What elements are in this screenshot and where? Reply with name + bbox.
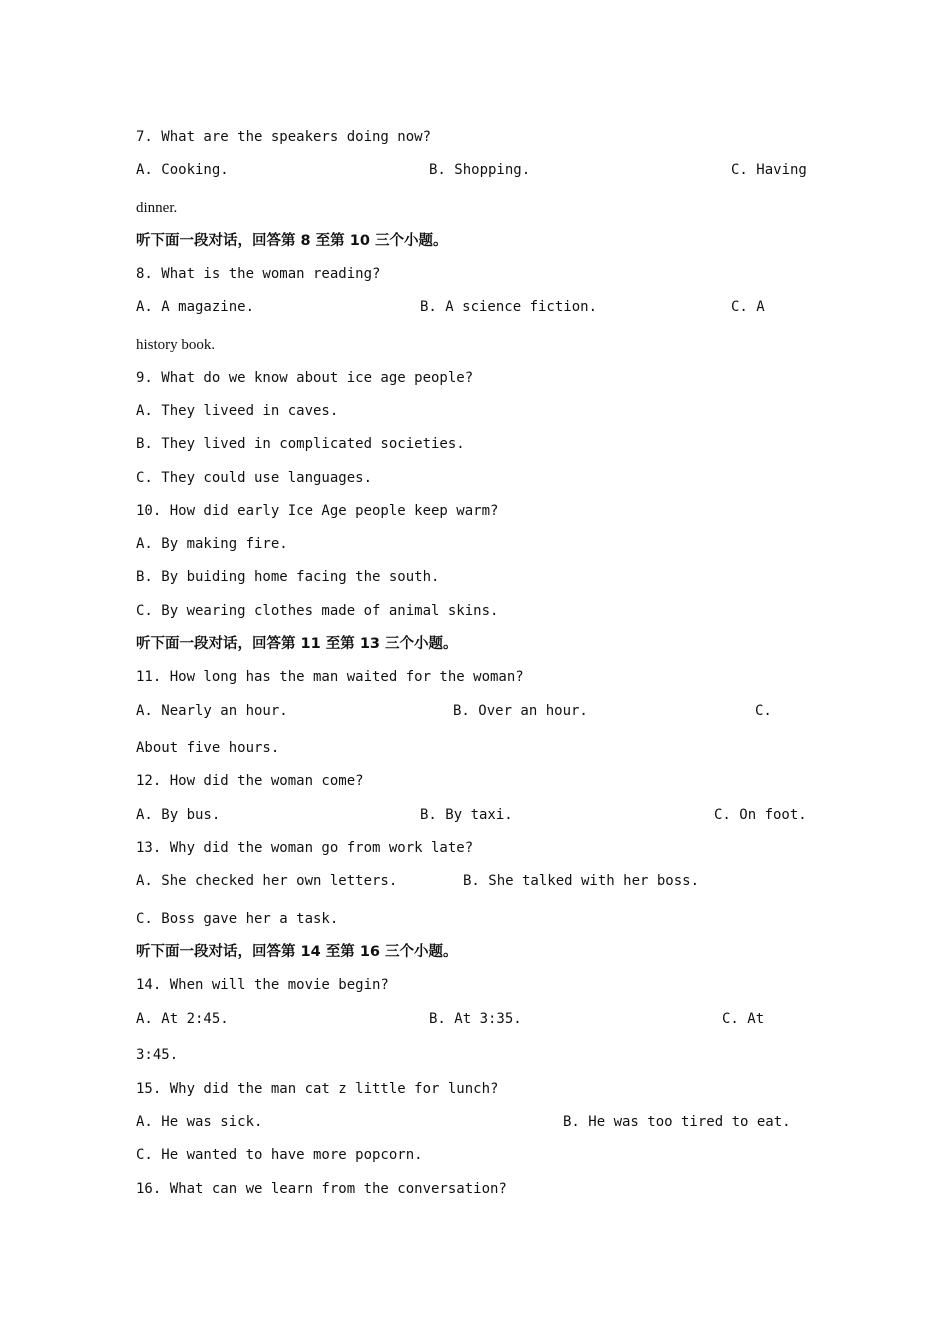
q11-option-a: A. Nearly an hour. bbox=[136, 703, 288, 719]
q9-option-b: B. They lived in complicated societies. bbox=[136, 436, 465, 452]
q13-option-b: B. She talked with her boss. bbox=[463, 873, 700, 889]
q14-option-c-continued: 3:45. bbox=[136, 1047, 179, 1063]
q14-option-a: A. At 2:45. bbox=[136, 1011, 229, 1027]
q12-option-a: A. By bus. bbox=[136, 807, 221, 823]
q11-option-b: B. Over an hour. bbox=[453, 703, 588, 719]
q14-option-b: B. At 3:35. bbox=[429, 1011, 522, 1027]
q12-option-c: C. On foot. bbox=[714, 807, 807, 823]
q7-option-a: A. Cooking. bbox=[136, 162, 229, 178]
q14-option-c: C. At bbox=[722, 1011, 765, 1027]
q10-option-c: C. By wearing clothes made of animal skins. bbox=[136, 603, 499, 619]
section-heading-8-10: 听下面一段对话，回答第 8 至第 10 三个小题。 bbox=[136, 233, 448, 249]
q10-option-a: A. By making fire. bbox=[136, 536, 288, 552]
q10-question: 10. How did early Ice Age people keep warm? bbox=[136, 503, 499, 519]
q11-option-c-continued: About five hours. bbox=[136, 740, 280, 756]
q8-question: 8. What is the woman reading? bbox=[136, 266, 381, 282]
q13-option-c: C. Boss gave her a task. bbox=[136, 911, 339, 927]
q8-option-c-continued: history book. bbox=[136, 337, 216, 353]
section-heading-14-16: 听下面一段对话，回答第 14 至第 16 三个小题。 bbox=[136, 944, 458, 960]
q7-option-b: B. Shopping. bbox=[429, 162, 531, 178]
q13-question: 13. Why did the woman go from work late? bbox=[136, 840, 474, 856]
section-heading-11-13: 听下面一段对话，回答第 11 至第 13 三个小题。 bbox=[136, 636, 458, 652]
q7-option-c: C. Having bbox=[731, 162, 807, 178]
q15-option-b: B. He was too tired to eat. bbox=[563, 1114, 791, 1130]
q10-option-b: B. By buiding home facing the south. bbox=[136, 569, 440, 585]
q7-option-c-continued: dinner. bbox=[136, 200, 178, 216]
q15-question: 15. Why did the man cat z little for lunch? bbox=[136, 1081, 499, 1097]
q12-question: 12. How did the woman come? bbox=[136, 773, 364, 789]
q15-option-c: C. He wanted to have more popcorn. bbox=[136, 1147, 423, 1163]
q9-question: 9. What do we know about ice age people? bbox=[136, 370, 474, 386]
q11-question: 11. How long has the man waited for the woman? bbox=[136, 669, 524, 685]
q9-option-a: A. They liveed in caves. bbox=[136, 403, 339, 419]
q13-option-a: A. She checked her own letters. bbox=[136, 873, 398, 889]
q8-option-b: B. A science fiction. bbox=[420, 299, 598, 315]
q8-option-c: C. A bbox=[731, 299, 765, 315]
q8-option-a: A. A magazine. bbox=[136, 299, 255, 315]
q14-question: 14. When will the movie begin? bbox=[136, 977, 389, 993]
q9-option-c: C. They could use languages. bbox=[136, 470, 373, 486]
q15-option-a: A. He was sick. bbox=[136, 1114, 263, 1130]
q11-option-c: C. bbox=[755, 703, 772, 719]
q7-question: 7. What are the speakers doing now? bbox=[136, 129, 432, 145]
q12-option-b: B. By taxi. bbox=[420, 807, 513, 823]
q16-question: 16. What can we learn from the conversation? bbox=[136, 1181, 507, 1197]
